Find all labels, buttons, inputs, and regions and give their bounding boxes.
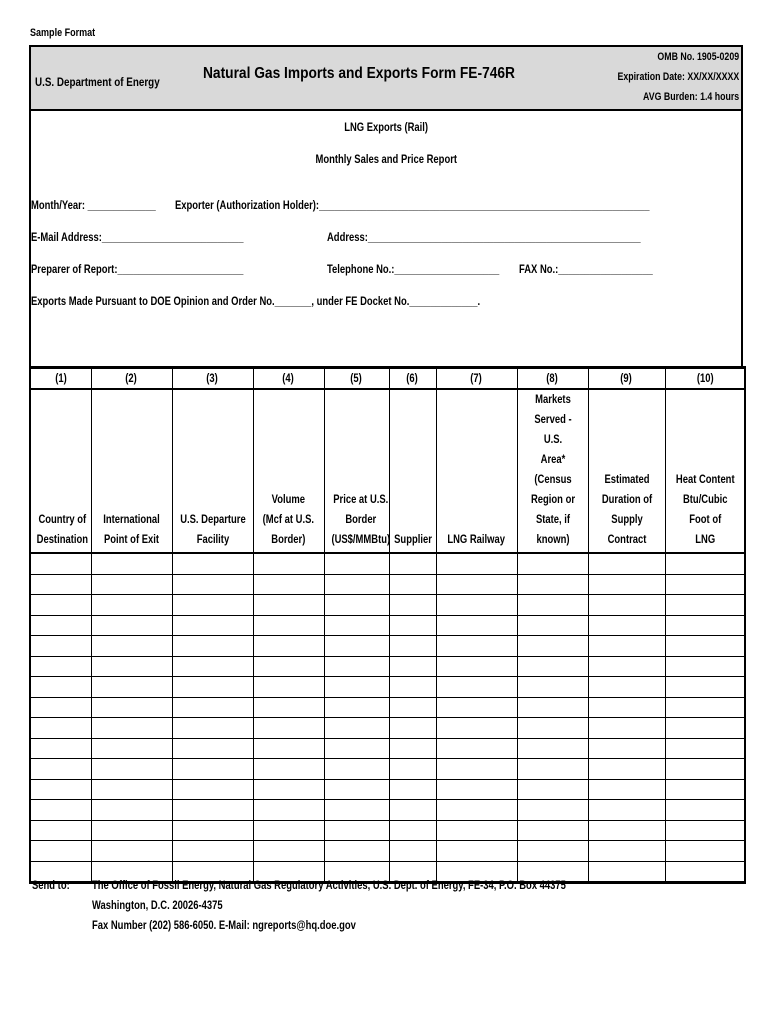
table-cell[interactable]: [91, 656, 172, 677]
table-cell[interactable]: [588, 779, 665, 800]
table-cell[interactable]: [30, 841, 91, 862]
table-cell[interactable]: [588, 636, 665, 657]
pursuant-order-field[interactable]: Exports Made Pursuant to DOE Opinion and Order No._______, under FE Docket No._____________.: [31, 296, 481, 308]
table-cell[interactable]: [389, 656, 436, 677]
table-cell[interactable]: [253, 677, 324, 698]
table-cell[interactable]: [517, 759, 588, 780]
table-cell[interactable]: [30, 677, 91, 698]
table-cell[interactable]: [436, 738, 517, 759]
table-cell[interactable]: [389, 615, 436, 636]
table-cell[interactable]: [172, 677, 253, 698]
table-row: [30, 677, 745, 698]
table-cell[interactable]: [517, 779, 588, 800]
table-cell[interactable]: [30, 800, 91, 821]
table-cell[interactable]: [665, 553, 745, 574]
send-to-address-line2: Washington, D.C. 20026-4375: [92, 900, 223, 912]
table-cell[interactable]: [91, 553, 172, 574]
table-row: [30, 820, 745, 841]
column-header-6: Supplier: [389, 389, 436, 553]
column-number-7: (7): [436, 368, 517, 390]
table-cell[interactable]: [172, 595, 253, 616]
table-cell[interactable]: [172, 841, 253, 862]
column-header-3: U.S. Departure Facility: [172, 389, 253, 553]
fax-field[interactable]: FAX No.:__________________: [519, 264, 653, 276]
table-cell[interactable]: [253, 800, 324, 821]
table-cell[interactable]: [253, 615, 324, 636]
telephone-field[interactable]: Telephone No.:____________________: [327, 264, 500, 276]
table-cell[interactable]: [436, 553, 517, 574]
table-cell[interactable]: [389, 553, 436, 574]
table-cell[interactable]: [253, 820, 324, 841]
table-cell[interactable]: [665, 574, 745, 595]
table-cell[interactable]: [253, 697, 324, 718]
table-cell[interactable]: [436, 636, 517, 657]
table-cell[interactable]: [172, 718, 253, 739]
table-cell[interactable]: [665, 677, 745, 698]
send-to-label: Send to:: [32, 880, 70, 892]
table-cell[interactable]: [665, 738, 745, 759]
table-cell[interactable]: [91, 779, 172, 800]
table-cell[interactable]: [30, 759, 91, 780]
table-cell[interactable]: [324, 718, 389, 739]
table-cell[interactable]: [324, 779, 389, 800]
table-cell[interactable]: [172, 615, 253, 636]
table-cell[interactable]: [253, 718, 324, 739]
table-cell[interactable]: [665, 636, 745, 657]
column-number-9: (9): [588, 368, 665, 390]
table-cell[interactable]: [436, 820, 517, 841]
table-cell[interactable]: [30, 697, 91, 718]
table-cell[interactable]: [324, 738, 389, 759]
table-cell[interactable]: [253, 759, 324, 780]
report-subtitle: Monthly Sales and Price Report: [315, 154, 457, 166]
column-number-row: [30, 368, 745, 390]
table-cell[interactable]: [91, 800, 172, 821]
table-cell[interactable]: [324, 820, 389, 841]
table-cell[interactable]: [91, 820, 172, 841]
table-cell[interactable]: [517, 697, 588, 718]
table-cell[interactable]: [324, 615, 389, 636]
table-cell[interactable]: [324, 841, 389, 862]
table-cell[interactable]: [324, 553, 389, 574]
send-to-contact-line: Fax Number (202) 586-6050. E-Mail: ngreports@hq.doe.gov: [92, 920, 356, 932]
table-row: [30, 779, 745, 800]
table-cell[interactable]: [324, 595, 389, 616]
table-cell[interactable]: [324, 759, 389, 780]
table-cell[interactable]: [588, 656, 665, 677]
table-cell[interactable]: [91, 636, 172, 657]
table-cell[interactable]: [517, 595, 588, 616]
table-cell[interactable]: [389, 738, 436, 759]
email-field[interactable]: E-Mail Address:___________________________: [31, 232, 244, 244]
table-cell[interactable]: [389, 718, 436, 739]
table-cell[interactable]: [665, 820, 745, 841]
table-cell[interactable]: [665, 841, 745, 862]
month-year-field[interactable]: Month/Year: _____________: [31, 200, 156, 212]
table-cell[interactable]: [517, 738, 588, 759]
column-number-4: (4): [253, 368, 324, 390]
sample-format-label: Sample Format: [30, 27, 96, 39]
address-field[interactable]: Address:____________________________________________________: [327, 232, 641, 244]
table-row: [30, 615, 745, 636]
table-cell[interactable]: [436, 697, 517, 718]
table-cell[interactable]: [665, 595, 745, 616]
table-cell[interactable]: [30, 718, 91, 739]
table-cell[interactable]: [436, 841, 517, 862]
table-cell[interactable]: [436, 595, 517, 616]
table-cell[interactable]: [324, 677, 389, 698]
table-cell[interactable]: [588, 615, 665, 636]
column-header-row: [30, 389, 745, 553]
table-cell[interactable]: [517, 656, 588, 677]
table-row: [30, 841, 745, 862]
column-header-1: Country of Destination: [30, 389, 91, 553]
table-row: [30, 656, 745, 677]
table-cell[interactable]: [172, 636, 253, 657]
table-row: [30, 738, 745, 759]
table-cell[interactable]: [253, 738, 324, 759]
table-cell[interactable]: [91, 615, 172, 636]
table-cell[interactable]: [436, 574, 517, 595]
table-row: [30, 574, 745, 595]
table-cell[interactable]: [517, 800, 588, 821]
column-header-9: Estimated Duration of Supply Contract: [588, 389, 665, 553]
table-cell[interactable]: [588, 861, 665, 883]
table-cell[interactable]: [253, 841, 324, 862]
table-cell[interactable]: [517, 677, 588, 698]
table-cell[interactable]: [30, 636, 91, 657]
table-cell[interactable]: [588, 759, 665, 780]
table-cell[interactable]: [665, 759, 745, 780]
table-cell[interactable]: [436, 800, 517, 821]
column-number-5: (5): [324, 368, 389, 390]
table-cell[interactable]: [172, 779, 253, 800]
table-cell[interactable]: [588, 841, 665, 862]
table-cell[interactable]: [588, 820, 665, 841]
table-cell[interactable]: [389, 759, 436, 780]
table-cell[interactable]: [517, 574, 588, 595]
omb-number: OMB No. 1905-0209: [657, 51, 739, 63]
table-cell[interactable]: [588, 738, 665, 759]
table-cell[interactable]: [30, 656, 91, 677]
table-cell[interactable]: [91, 718, 172, 739]
report-table-wrap: [29, 366, 746, 884]
table-cell[interactable]: [436, 677, 517, 698]
table-row: [30, 636, 745, 657]
table-row: [30, 718, 745, 739]
table-cell[interactable]: [517, 615, 588, 636]
exporter-field[interactable]: Exporter (Authorization Holder):_______________________________________________________________: [175, 200, 650, 212]
table-cell[interactable]: [91, 677, 172, 698]
table-cell[interactable]: [389, 820, 436, 841]
table-cell[interactable]: [517, 841, 588, 862]
table-cell[interactable]: [324, 800, 389, 821]
table-cell[interactable]: [588, 553, 665, 574]
table-cell[interactable]: [172, 738, 253, 759]
table-cell[interactable]: [30, 738, 91, 759]
table-cell[interactable]: [30, 779, 91, 800]
table-cell[interactable]: [30, 574, 91, 595]
column-header-5: Price at U.S. Border (US$/MMBtu): [324, 389, 389, 553]
table-cell[interactable]: [389, 697, 436, 718]
avg-burden: AVG Burden: 1.4 hours: [642, 91, 739, 103]
column-number-8: (8): [517, 368, 588, 390]
report-table: [29, 366, 746, 884]
table-cell[interactable]: [389, 595, 436, 616]
column-header-4: Volume (Mcf at U.S. Border): [253, 389, 324, 553]
table-cell[interactable]: [436, 779, 517, 800]
table-cell[interactable]: [436, 759, 517, 780]
table-cell[interactable]: [665, 800, 745, 821]
table-cell[interactable]: [91, 697, 172, 718]
table-cell[interactable]: [588, 595, 665, 616]
table-cell[interactable]: [91, 738, 172, 759]
form-title: Natural Gas Imports and Exports Form FE-746R: [203, 65, 515, 82]
table-cell[interactable]: [172, 820, 253, 841]
table-cell[interactable]: [253, 636, 324, 657]
table-cell[interactable]: [517, 820, 588, 841]
table-cell[interactable]: [436, 656, 517, 677]
preparer-field[interactable]: Preparer of Report:________________________: [31, 264, 244, 276]
table-cell[interactable]: [253, 779, 324, 800]
column-number-6: (6): [389, 368, 436, 390]
table-cell[interactable]: [172, 759, 253, 780]
table-cell[interactable]: [253, 595, 324, 616]
table-cell[interactable]: [172, 553, 253, 574]
column-header-2: International Point of Exit: [91, 389, 172, 553]
table-cell[interactable]: [91, 595, 172, 616]
table-cell[interactable]: [665, 861, 745, 883]
column-number-3: (3): [172, 368, 253, 390]
send-to-address-line1: The Office of Fossil Energy, Natural Gas Regulatory Activities, U.S. Dept. of Energy, FE-34, P.O. Box 44375: [92, 880, 566, 892]
table-cell[interactable]: [389, 677, 436, 698]
form-header: [29, 45, 743, 111]
table-cell[interactable]: [253, 553, 324, 574]
table-cell[interactable]: [436, 615, 517, 636]
data-rows: [30, 553, 745, 883]
column-header-7: LNG Railway: [436, 389, 517, 553]
table-cell[interactable]: [91, 759, 172, 780]
table-row: [30, 553, 745, 574]
table-cell[interactable]: [253, 656, 324, 677]
column-number-10: (10): [665, 368, 745, 390]
table-row: [30, 800, 745, 821]
table-row: [30, 697, 745, 718]
table-row: [30, 759, 745, 780]
table-cell[interactable]: [665, 697, 745, 718]
table-cell[interactable]: [91, 841, 172, 862]
table-cell[interactable]: [588, 718, 665, 739]
table-cell[interactable]: [588, 574, 665, 595]
table-cell[interactable]: [389, 800, 436, 821]
table-cell[interactable]: [172, 697, 253, 718]
column-number-2: (2): [91, 368, 172, 390]
report-type: LNG Exports (Rail): [344, 122, 428, 134]
table-cell[interactable]: [253, 574, 324, 595]
table-cell[interactable]: [436, 718, 517, 739]
table-cell[interactable]: [588, 697, 665, 718]
table-cell[interactable]: [172, 656, 253, 677]
table-row: [30, 595, 745, 616]
table-cell[interactable]: [665, 779, 745, 800]
table-cell[interactable]: [324, 656, 389, 677]
table-cell[interactable]: [172, 800, 253, 821]
table-cell[interactable]: [30, 553, 91, 574]
table-cell[interactable]: [588, 677, 665, 698]
table-cell[interactable]: [30, 615, 91, 636]
table-cell[interactable]: [91, 574, 172, 595]
table-cell[interactable]: [665, 718, 745, 739]
table-cell[interactable]: [30, 595, 91, 616]
agency-name: U.S. Department of Energy: [35, 75, 160, 89]
table-cell[interactable]: [665, 656, 745, 677]
table-cell[interactable]: [324, 574, 389, 595]
table-cell[interactable]: [389, 841, 436, 862]
column-header-8: Markets Served - U.S. Area* (Census Region or State, if known): [517, 389, 588, 553]
table-cell[interactable]: [389, 636, 436, 657]
expiration-date: Expiration Date: XX/XX/XXXX: [617, 71, 739, 83]
table-cell[interactable]: [517, 636, 588, 657]
table-cell[interactable]: [665, 615, 745, 636]
table-cell[interactable]: [324, 697, 389, 718]
column-header-10: Heat Content Btu/Cubic Foot of LNG: [665, 389, 745, 553]
table-cell[interactable]: [588, 800, 665, 821]
table-cell[interactable]: [389, 574, 436, 595]
table-cell[interactable]: [172, 574, 253, 595]
table-cell[interactable]: [517, 553, 588, 574]
table-cell[interactable]: [30, 820, 91, 841]
table-cell[interactable]: [389, 779, 436, 800]
table-cell[interactable]: [324, 636, 389, 657]
table-cell[interactable]: [517, 718, 588, 739]
report-info-section: [29, 110, 743, 366]
column-number-1: (1): [30, 368, 91, 390]
